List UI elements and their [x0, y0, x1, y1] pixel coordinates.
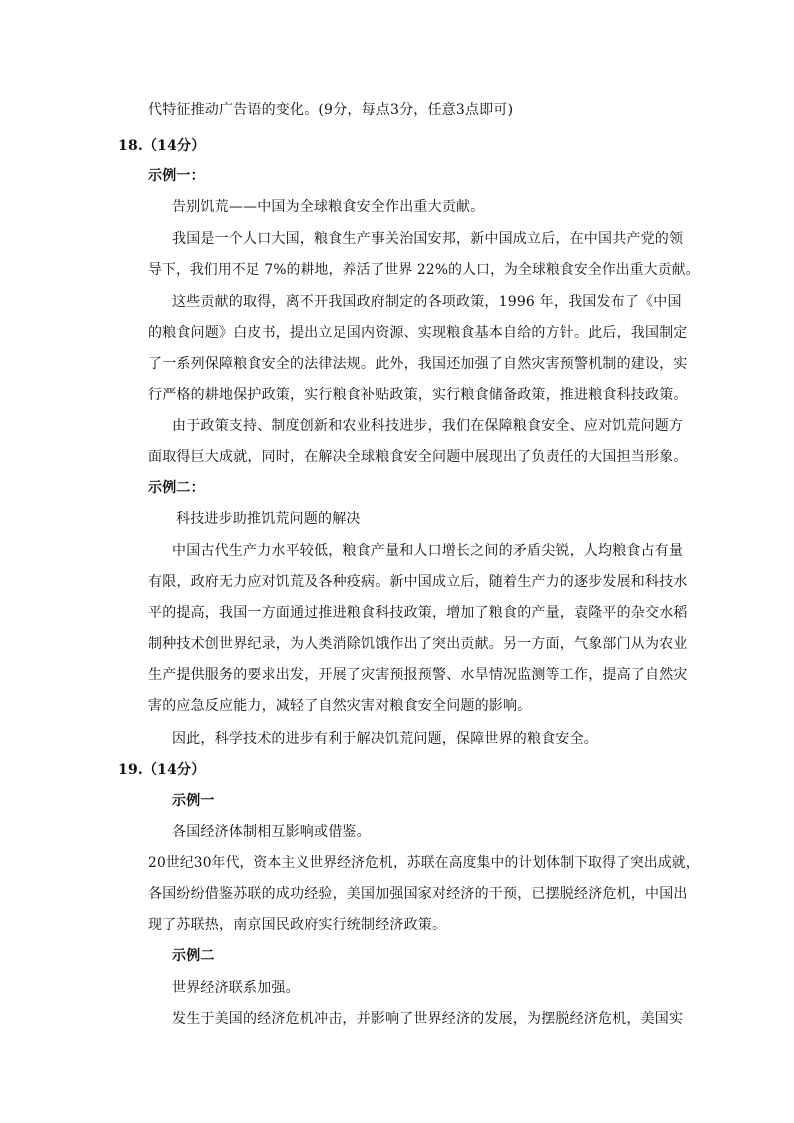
- paragraph-line: 平的提高，我国一方面通过推进粮食科技政策，增加了粮食的产量，袁隆平的杂交水稻: [148, 605, 688, 621]
- paragraph-line: 我国是一个人口大国，粮食生产事关治国安邦，新中国成立后，在中国共产党的领: [172, 231, 684, 247]
- paragraph-line: 生产提供服务的要求出发，开展了灾害预报预警、水旱情况监测等工作，提高了自然灾: [148, 667, 688, 683]
- paragraph-line: 20世纪30年代，资本主义世界经济危机，苏联在高度集中的计划体制下取得了突出成就，: [148, 855, 700, 871]
- question-18-heading: 18.（14分）: [118, 138, 206, 154]
- example-2-label: 示例二：: [148, 480, 205, 496]
- paragraph-line: 由于政策支持、制度创新和农业科技进步，我们在保障粮食安全、应对饥荒问题方: [172, 418, 684, 434]
- paragraph-line: 发生于美国的经济危机冲击，并影响了世界经济的发展，为摆脱经济危机，美国实: [172, 1011, 684, 1027]
- paragraph-line: 制种技术创世界纪录，为人类消除饥饿作出了突出贡献。另一方面，气象部门从为农业: [148, 636, 688, 652]
- example-2-title: 科技进步助推饥荒问题的解决: [176, 511, 361, 527]
- paragraph-line: 现了苏联热，南京国民政府实行统制经济政策。: [148, 917, 447, 933]
- question-19-heading: 19.（14分）: [118, 762, 206, 778]
- paragraph-line: 有限，政府无力应对饥荒及各种疫病。新中国成立后，随着生产力的逐步发展和科技水: [148, 574, 688, 590]
- answer-17-tail: 代特征推动广告语的变化。(9分，每点3分，任意3点即可): [148, 102, 514, 118]
- example-2-label: 示例二: [172, 948, 215, 964]
- paragraph-line: 中国古代生产力水平较低，粮食产量和人口增长之间的矛盾尖锐，人均粮食占有量: [172, 543, 684, 559]
- example-1-label: 示例一：: [148, 168, 205, 184]
- example-1-label: 示例一: [172, 793, 215, 809]
- example-1-title: 各国经济体制相互影响或借鉴。: [172, 824, 371, 840]
- paragraph-line: 的粮食问题》白皮书，提出立足国内资源、实现粮食基本自给的方针。此后，我国制定: [148, 325, 688, 341]
- paragraph-line: 行严格的耕地保护政策，实行粮食补贴政策，实行粮食储备政策，推进粮食科技政策。: [148, 387, 688, 403]
- paragraph-line: 各国纷纷借鉴苏联的成功经验，美国加强国家对经济的干预，已摆脱经济危机，中国出: [148, 886, 688, 902]
- paragraph-line: 了一系列保障粮食安全的法律法规。此外，我国还加强了自然灾害预警机制的建设，实: [148, 356, 688, 372]
- paragraph-line: 导下，我们用不足 7%的耕地，养活了世界 22%的人口，为全球粮食安全作出重大贡献。: [148, 262, 700, 278]
- example-1-title: 告别饥荒——中国为全球粮食安全作出重大贡献。: [172, 199, 485, 215]
- paragraph-line: 这些贡献的取得，离不开我国政府制定的各项政策，1996 年，我国发布了《中国: [172, 294, 682, 310]
- example-2-title: 世界经济联系加强。: [172, 980, 300, 996]
- paragraph-line: 面取得巨大成就，同时，在解决全球粮食安全问题中展现出了负责任的大国担当形象。: [148, 449, 688, 465]
- paragraph-line: 因此，科学技术的进步有利于解决饥荒问题，保障世界的粮食安全。: [172, 731, 598, 747]
- paragraph-line: 害的应急反应能力，减轻了自然灾害对粮食安全问题的影响。: [148, 698, 532, 714]
